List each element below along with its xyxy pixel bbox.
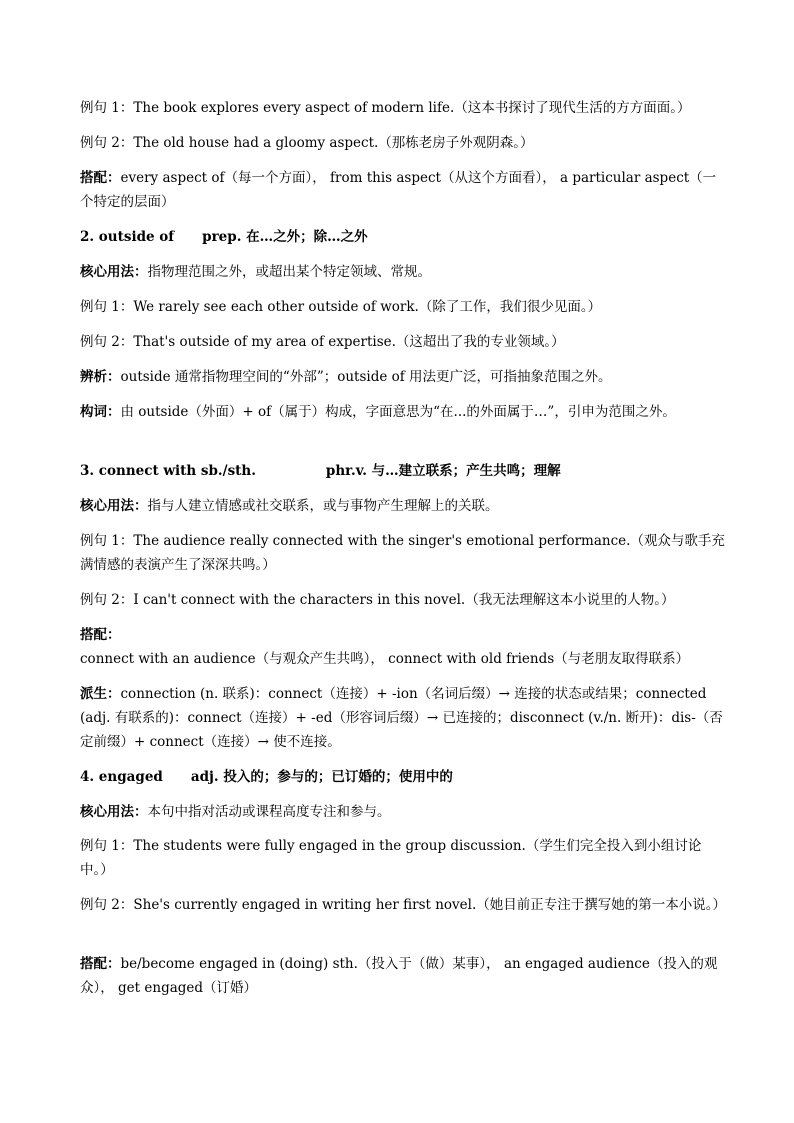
collocation-paragraph <box>80 952 726 1000</box>
collocation-text: connect with an audience（与观众产生共鸣）， connect with old friends（与老朋友取得联系） <box>80 651 690 667</box>
collocation-text: be/become engaged in (doing) sth.（投入于（做）某事）， an engaged audience（投入的观众）， get engaged（订婚） <box>80 956 718 996</box>
core-usage-label: 核心用法： <box>80 804 148 820</box>
core-usage-text: 指物理范围之外，或超出某个特定领域、常规。 <box>147 264 431 280</box>
core-usage-label: 核心用法： <box>80 264 148 280</box>
collocation-label: 搭配： <box>80 956 121 972</box>
distinction-text: outside 通常指物理空间的“外部”；outside of 用法更广泛，可指抽象范围之外。 <box>120 369 612 385</box>
word-formation-paragraph <box>80 400 726 424</box>
distinction-paragraph <box>80 365 726 389</box>
derivation-text: connection (n. 联系)：connect（连接）+ -ion（名词后缀）→ 连接的状态或结果；connected (adj. 有联系的)：connect（连接）+ -ed（形容词后缀）→ 已连接的；disconnect (v./n. 断开)：dis-（否定前缀）+ connect（连接）→ 使不连接。 <box>80 686 723 750</box>
core-usage <box>80 494 726 518</box>
core-usage-text: 本句中指对活动或课程高度专注和参与。 <box>147 804 391 820</box>
collocation-label: 搭配： <box>80 627 121 643</box>
example-sentence: 例句 1：The book explores every aspect of modern life.（这本书探讨了现代生活的方方面面。） <box>80 100 691 116</box>
word-formation-text: 由 outside（外面）+ of（属于）构成，字面意思为“在...的外面属于…”，引申为范围之外。 <box>120 404 676 420</box>
example-sentence: 例句 1：The audience really connected with the singer's emotional performance.（观众与歌手充满情感的表演产生了深深共鸣。） <box>80 533 725 573</box>
collocation-text: every aspect of（每一个方面）， from this aspect（从这个方面看）， a particular aspect（一个特定的层面） <box>80 170 717 210</box>
example-sentence: 例句 2：I can't connect with the characters in this novel.（我无法理解这本小说里的人物。） <box>80 592 675 608</box>
core-usage <box>80 260 726 284</box>
core-usage-label: 核心用法： <box>80 498 148 514</box>
entry-word: 4. engaged <box>80 769 163 785</box>
core-usage-text: 指与人建立情感或社交联系，或与事物产生理解上的关联。 <box>147 498 499 514</box>
entry-pos: phr.v. 与…建立联系；产生共鸣；理解 <box>325 463 561 479</box>
collocation-paragraph <box>80 166 726 214</box>
entry-pos: adj. 投入的；参与的；已订婚的；使用中的 <box>190 769 453 785</box>
derivation-paragraph <box>80 682 726 754</box>
entry-heading <box>80 459 726 483</box>
entry-word: 3. connect with sb./sth. <box>80 463 256 479</box>
entry-pos: prep. 在…之外；除…之外 <box>202 229 368 245</box>
example-sentence: 例句 2：She's currently engaged in writing her first novel.（她目前正专注于撰写她的第一本小说。） <box>80 897 727 913</box>
word-formation-label: 构词： <box>80 404 121 420</box>
example-sentence: 例句 1：We rarely see each other outside of work.（除了工作，我们很少见面。） <box>80 299 602 315</box>
entry-heading <box>80 225 726 249</box>
core-usage <box>80 800 726 824</box>
entry-word: 2. outside of <box>80 229 175 245</box>
example-sentence: 例句 2：The old house had a gloomy aspect.（那栋老房子外观阴森。） <box>80 135 534 151</box>
example-sentence: 例句 2：That's outside of my area of expertise.（这超出了我的专业领域。） <box>80 334 565 350</box>
example-sentence: 例句 1：The students were fully engaged in the group discussion.（学生们完全投入到小组讨论中。） <box>80 838 702 878</box>
distinction-label: 辨析： <box>80 369 121 385</box>
derivation-label: 派生： <box>80 686 121 702</box>
collocation-label: 搭配： <box>80 170 121 186</box>
entry-heading <box>80 765 726 789</box>
collocation-paragraph <box>80 623 726 671</box>
